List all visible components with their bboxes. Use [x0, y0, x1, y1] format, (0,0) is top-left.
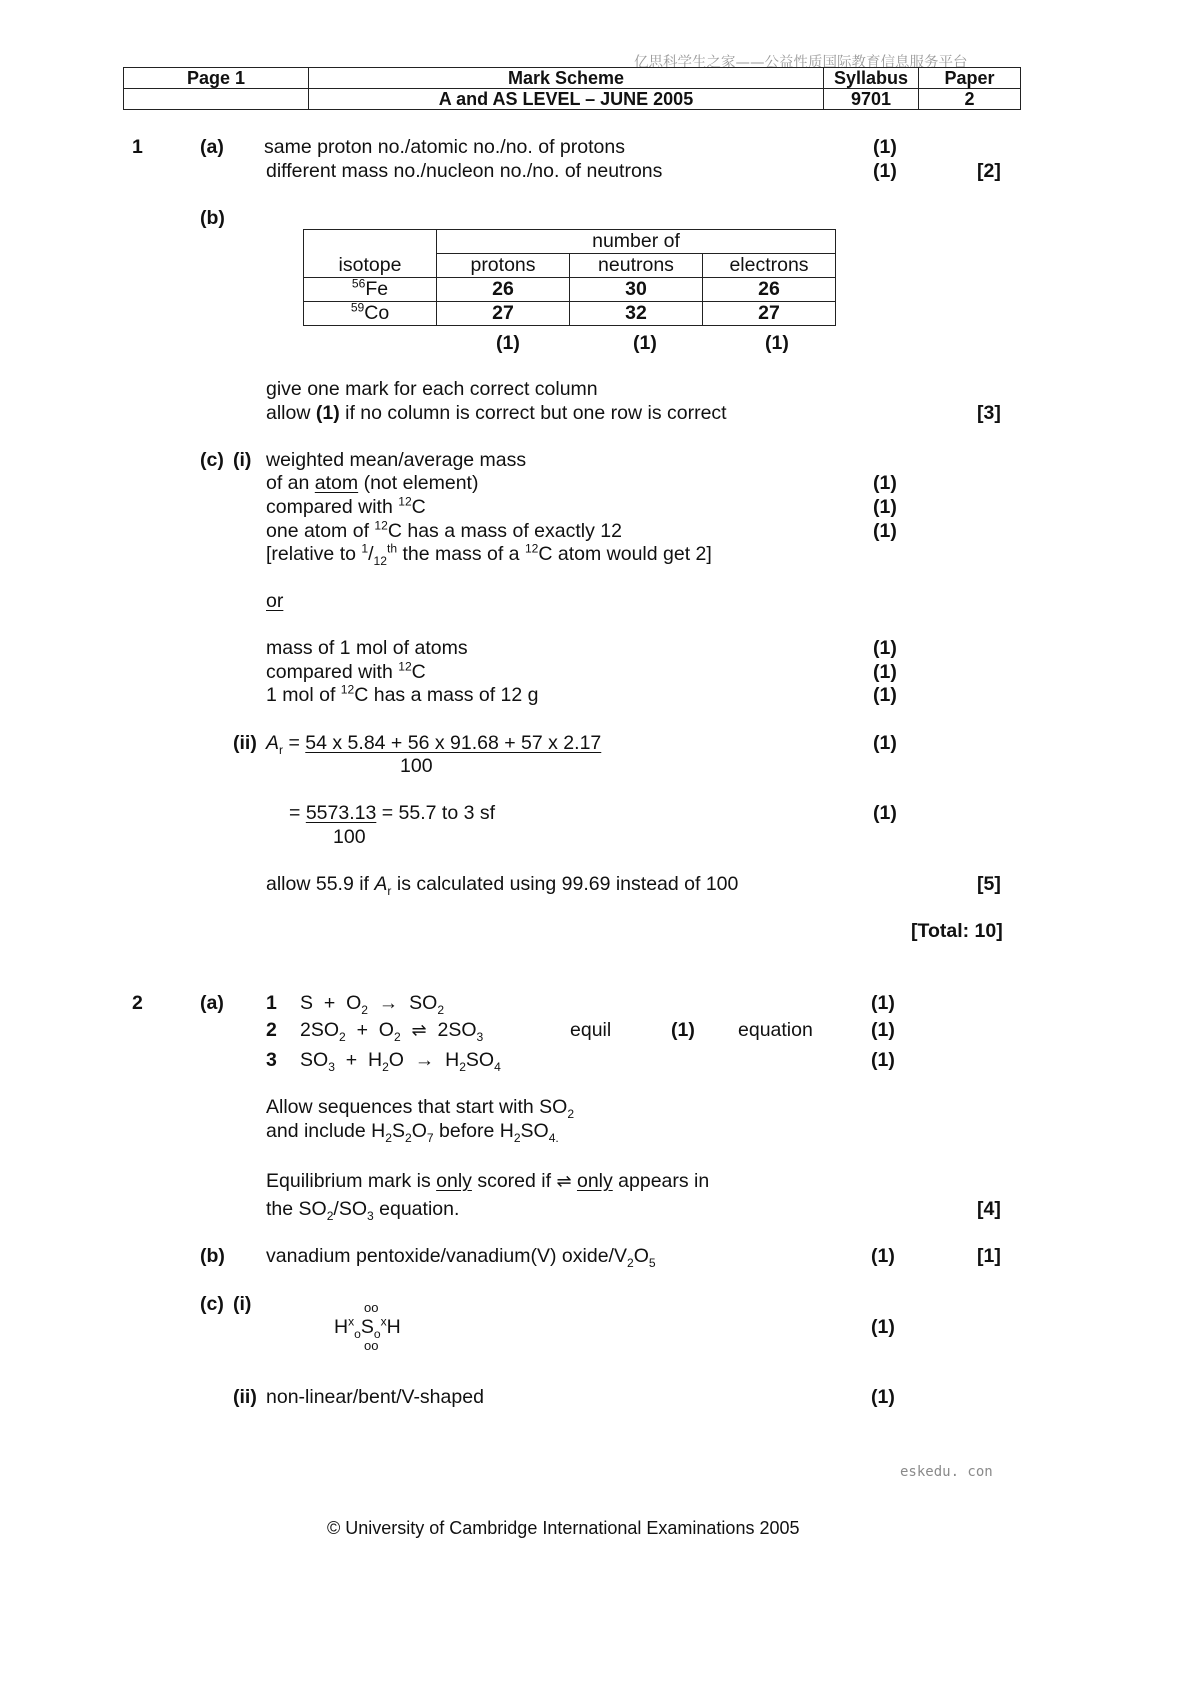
isotope-table — [303, 229, 836, 326]
q1b-note2: allow (1) if no column is correct but one row is correct — [266, 402, 727, 424]
isotope-table-group-header: number of — [437, 230, 836, 254]
q2a-eqm-line1: Equilibrium mark is only scored if ⇌ only appears in — [266, 1170, 710, 1192]
site-watermark: eskedu. con — [900, 1464, 993, 1480]
footer-copyright: © University of Cambridge International Examinations 2005 — [327, 1518, 800, 1538]
isotope-table-corner — [304, 230, 437, 254]
header-table — [123, 67, 1021, 110]
q2cii-text: non-linear/bent/V-shaped — [266, 1386, 484, 1408]
q2b-text: vanadium pentoxide/vanadium(V) oxide/$V_2O_5$ — [266, 1245, 656, 1270]
co-neutrons: 32 — [570, 302, 703, 326]
q1cii-allow: allow 55.9 if $A_r$ is calculated using 99.69 instead of 100 — [266, 873, 739, 898]
q1ci-or: or — [266, 590, 284, 612]
q2a-step3-num: 3 — [266, 1049, 277, 1071]
q2a-equil-word: equil — [570, 1019, 612, 1041]
co-electrons: 27 — [703, 302, 836, 326]
q1a-total: [2] — [977, 160, 1001, 182]
q1ci-line3: compared with $^{12}$C — [266, 494, 426, 518]
header-syllabus-label: Syllabus — [824, 68, 919, 89]
q1cii-mark1: (1) — [873, 732, 897, 754]
q1a-line2: different mass no./nucleon no./no. of neutrons — [266, 160, 663, 182]
table-row — [304, 278, 836, 302]
h2s-lone-pair-top: oo — [364, 1300, 379, 1315]
q2a-step1-num: 1 — [266, 992, 277, 1014]
header-blank — [124, 89, 309, 110]
protons-col-header: protons — [437, 254, 570, 278]
q1ci-mark2: (1) — [873, 496, 897, 518]
q1ci-mark1: (1) — [873, 472, 897, 494]
header-syllabus: 9701 — [824, 89, 919, 110]
col-mark-neutrons: (1) — [633, 332, 657, 354]
h2s-dot-cross-diagram: $H^x_oS_o^xH$ — [334, 1314, 401, 1341]
q1ci-alt-mark1: (1) — [873, 637, 897, 659]
q1a-mark1: (1) — [873, 136, 897, 158]
q1ci-line4: one atom of $^{12}$C has a mass of exactly 12 — [266, 518, 622, 542]
watermark-text: 亿思科学生之家——公益性质国际教育信息服务平台 — [634, 55, 968, 71]
q2a-mark3: (1) — [871, 1049, 895, 1071]
q2b-total: [1] — [977, 1245, 1001, 1267]
q1a-label: (a) — [200, 136, 224, 158]
isotope-col-header: isotope — [304, 254, 437, 278]
q1cii-eq2: = 5573.13 = 55.7 to 3 sf — [289, 802, 496, 824]
q2a-eqm-line2: the $SO_2/SO_3$ equation. — [266, 1198, 460, 1223]
q1cii-eq2-den: 100 — [333, 826, 366, 848]
q2ci-mark: (1) — [871, 1316, 895, 1338]
q1a-line1: same proton no./atomic no./no. of protons — [264, 136, 625, 158]
q2b-mark: (1) — [871, 1245, 895, 1267]
table-row — [304, 302, 836, 326]
q2cii-mark: (1) — [871, 1386, 895, 1408]
col-mark-protons: (1) — [496, 332, 520, 354]
q1ci-line1: weighted mean/average mass — [266, 449, 527, 471]
q1cii-label: (ii) — [233, 732, 257, 754]
fe-protons: 26 — [437, 278, 570, 302]
q2a-seq-line2: and include $H_2S_2O_7$ before $H_2SO_{4.}$ — [266, 1120, 559, 1145]
header-mark-scheme: Mark Scheme — [309, 68, 824, 89]
q1b-label: (b) — [200, 207, 225, 229]
isotope-fe: $^{56}$Fe — [304, 278, 437, 302]
q2a-seq-line1: Allow sequences that start with $SO_2$ — [266, 1096, 575, 1121]
q2cii-label: (ii) — [233, 1386, 257, 1408]
q2a-step1-eq: $S + O_2 \to SO_2$ — [300, 992, 445, 1017]
q2ci-label: (i) — [233, 1293, 252, 1315]
q2a-step3-eq: $SO_3 + H_2O \to H_2SO_4$ — [300, 1049, 501, 1074]
q1ci-mark3: (1) — [873, 520, 897, 542]
q1ci-line5: [relative to $^1/_{12}^{th}$ the mass of a $^{12}$C atom would get 2] — [266, 541, 712, 568]
q1b-note1: give one mark for each correct column — [266, 378, 598, 400]
fe-electrons: 26 — [703, 278, 836, 302]
q1ci-line2: of an atom (not element) — [266, 472, 479, 494]
col-mark-electrons: (1) — [765, 332, 789, 354]
q1ci-alt-mark3: (1) — [873, 684, 897, 706]
q2b-label: (b) — [200, 1245, 225, 1267]
header-page: Page 1 — [124, 68, 309, 89]
h2s-lone-pair-bottom: oo — [364, 1338, 379, 1353]
header-paper: 2 — [919, 89, 1021, 110]
q1cii-mark2: (1) — [873, 802, 897, 824]
q2a-equation-word: equation — [738, 1019, 813, 1041]
q1a-mark2: (1) — [873, 160, 897, 182]
q2a-mark1: (1) — [871, 992, 895, 1014]
electrons-col-header: electrons — [703, 254, 836, 278]
q1ci-alt-mark2: (1) — [873, 661, 897, 683]
q1c-total: [5] — [977, 873, 1001, 895]
q2a-step2-eq: $2SO_2 + O_2$ ⇌ $2SO_3$ — [300, 1019, 484, 1044]
q2a-mark2: (1) — [871, 1019, 895, 1041]
q1ci-alt-line2: compared with $^{12}$C — [266, 659, 426, 683]
q2-number: 2 — [132, 992, 143, 1014]
q2a-equil-mark: (1) — [671, 1019, 695, 1041]
q2a-label: (a) — [200, 992, 224, 1014]
q1ci-label: (i) — [233, 449, 252, 471]
q2a-total: [4] — [977, 1198, 1001, 1220]
fe-neutrons: 30 — [570, 278, 703, 302]
q1cii-eq1-den: 100 — [400, 755, 433, 777]
co-protons: 27 — [437, 302, 570, 326]
q1cii-eq1: $A_r = 54$ x 5.84 + 56 x 91.68 + 57 x 2.17 — [266, 732, 602, 757]
header-level: A and AS LEVEL – JUNE 2005 — [309, 89, 824, 110]
q1ci-alt-line1: mass of 1 mol of atoms — [266, 637, 468, 659]
q2a-step2-num: 2 — [266, 1019, 277, 1041]
q1c-label: (c) — [200, 449, 224, 471]
q1-grand-total: [Total: 10] — [911, 920, 1003, 942]
isotope-co: $^{59}$Co — [304, 302, 437, 326]
q1b-total: [3] — [977, 402, 1001, 424]
neutrons-col-header: neutrons — [570, 254, 703, 278]
q1ci-alt-line3: 1 mol of $^{12}$C has a mass of 12 g — [266, 682, 539, 706]
q2c-label: (c) — [200, 1293, 224, 1315]
q1-number: 1 — [132, 136, 143, 158]
header-paper-label: Paper — [919, 68, 1021, 89]
